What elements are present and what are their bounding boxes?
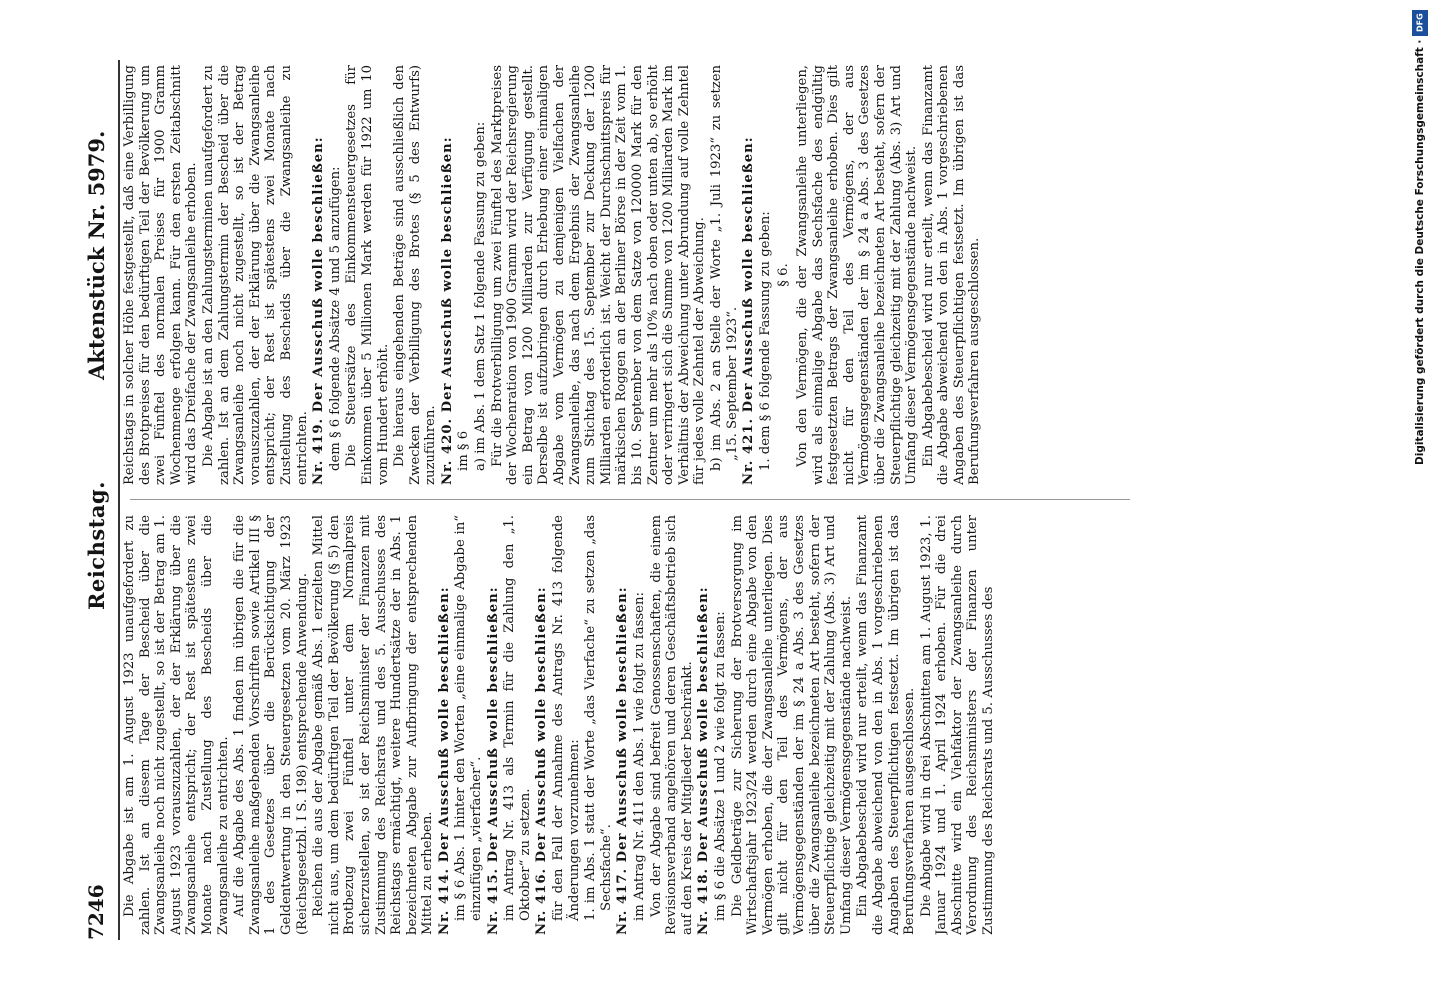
left-text-column — [122, 515, 1332, 935]
paragraph: im § 6 Abs. 1 hinter den Worten „eine einmalige Abgabe in“ einzufügen „vierfacher“. — [453, 515, 485, 921]
paragraph: Von den Vermögen, die der Zwangsanleihe unterliegen, wird als einmalige Abgabe das Sechsfache des endgültig festgesetzten Betrags der Zwangsanleihe erhoben. Dies gilt nicht für den Teil des Vermögens, der aus Vermögensgegenständen der im § 24 a Abs. 3 des Gesetzes über die Zwangsanleihe bezeichneten Art besteht, sofern der Steuerpflichtige gleichzeitig mit der Zahlung (Abs. 3) Art und Umfang dieser Vermögensgegenstände nachweist. — [794, 65, 920, 485]
paragraph: b) im Abs. 2 an Stelle der Worte „1. Juli 1923“ zu setzen „15. September 1923“. — [708, 65, 740, 471]
paragraph: 1. im Abs. 1 statt der Worte „das Vierfache“ zu setzen „das Sechsfache“. — [583, 515, 614, 921]
motion-heading: Nr. 418. Der Ausschuß wolle beschließen: — [696, 586, 712, 935]
paragraph: im § 6 die Absätze 1 und 2 wie folgt zu fassen: — [712, 611, 728, 921]
digitization-credit — [1412, 6, 1428, 994]
page-number: 7246 — [84, 884, 108, 940]
column-separator — [130, 499, 1130, 500]
document-label: Aktenstück Nr. 5979. — [84, 130, 109, 380]
motion-heading: Nr. 416. Der Ausschuß wolle beschließen: — [534, 586, 550, 935]
motion-heading: Nr. 417. Der Ausschuß wolle beschließen: — [615, 586, 631, 935]
paragraph: Die Steuersätze des Einkommensteuergesetzes für Einkommen über 5 Millionen Mark werden für 1922 um 10 vom Hundert erhöht. — [344, 65, 391, 485]
paragraph: Reichstags in solcher Höhe festgestellt, daß eine Verbilligung des Brotpreises für den bedürftigen Teil der Bevölkerung um zwei Fünftel des normalen Preises für 1900 Gramm Wochenmenge erfolgen kann. Für den ersten Zeitabschnitt wird das Dreifache der Zwangsanleihe erhoben. — [122, 65, 200, 485]
paragraph: Die Geldbeträge zur Sicherung der Brotversorgung im Wirtschaftsjahr 1923/24 werden durch eine Abgabe von den Vermögen erhoben, die der Zwangsanleihe unterliegen. Dies gilt nicht für den Teil des Vermögens, der aus Vermögensgegenständen der im § 24 a Abs. 3 des Gesetzes über die Zwangsanleihe bezeichneten Art besteht, sofern der Steuerpflichtige gleichzeitig mit der Zahlung (Abs. 3) Art und Umfang dieser Vermögensgegenstände nachweist. — [729, 515, 854, 935]
paragraph: Die Abgabe ist an den Zahlungsterminen unaufgefordert zu zahlen. Ist an dem Zahlungstermin der Bescheid über die Zwangsanleihe noch nicht zugestellt, so ist der Betrag vorauszuzahlen, der der Erklärung über die Zwangsanleihe entspricht; der Rest ist spätestens zwei Monate nach Zustellung des Bescheids über die Zwangsanleihe zu entrichten. — [200, 65, 310, 485]
paragraph: a) im Abs. 1 dem Satz 1 folgende Fassung zu geben: — [473, 121, 489, 471]
motion-heading: Nr. 415. Der Ausschuß wolle beschließen: — [485, 586, 501, 935]
paragraph: dem § 6 folgende Absätze 4 und 5 anzufügen: — [327, 166, 343, 471]
paragraph: im § 6 — [456, 430, 472, 471]
paragraph: Ein Abgabebescheid wird nur erteilt, wenn das Finanzamt die Abgabe abweichend von den in Abs. 1 vorgeschriebenen Angaben des Steuerpflichtigen festsetzt. Im übrigen ist das Berufungsverfahren ausgeschlossen. — [920, 65, 983, 485]
motion-heading: Nr. 419. Der Ausschuß wolle beschließen: — [311, 136, 327, 485]
paragraph: für den Fall der Annahme des Antrags Nr. 413 folgende Änderungen vorzunehmen: — [551, 515, 582, 921]
paragraph: Die Abgabe wird in drei Abschnitten am 1. August 1923, 1. Januar 1924 und 1. April 1924 erhoben. Für die drei Abschnitte wird ein Viehfaktor der Zwangsanleihe durch Verordnung des Reichsministers der Finanzen unter Zustimmung des Reichsrats und 5. Ausschusses des — [918, 515, 997, 935]
paragraph: § 6. — [776, 263, 792, 287]
paragraph: Auf die Abgabe des Abs. 1 finden im übrigen die für die Zwangsanleihe maßgebenden Vorschriften sowie Artikel III § 1 des Gesetzes über die Berücksichtigung der Geldentwertung in den Steuergesetzen vom 20. März 1923 (Reichsgesetzbl. I S. 198) entsprechende Anwendung. — [232, 515, 310, 935]
motion-heading: Nr. 414. Der Ausschuß wolle beschließen: — [436, 586, 452, 935]
paragraph: Ein Abgabebescheid wird nur erteilt, wenn das Finanzamt die Abgabe abweichend von den in Abs. 1 vorgeschriebenen Angaben des Steuerpflichtigen festsetzt. Im übrigen ist das Berufungsverfahren ausgeschlossen. — [855, 515, 918, 935]
credit-text: Digitalisierung gefördert durch die Deutsche Forschungsgemeinschaft · — [1414, 40, 1426, 466]
paragraph: im Antrag Nr. 413 als Termin für die Zahlung den „1. Oktober“ zu setzen. — [502, 515, 533, 921]
motion-heading: Nr. 420. Der Ausschuß wolle beschließen: — [439, 136, 455, 485]
paragraph: Die Abgabe ist am 1. August 1923 unaufgefordert zu zahlen. Ist an diesem Tage der Bescheid über die Zwangsanleihe noch nicht zugestellt, so ist der Betrag am 1. August 1923 vorauszuzahlen, der der Erklärung über die Zwangsanleihe entspricht; der Rest ist spätestens zwei Monate nach Zustellung des Bescheids über die Zwangsanleihe zu entrichten. — [122, 515, 231, 935]
right-text-column — [122, 65, 1332, 485]
paragraph: Die hieraus eingehenden Beträge sind ausschließlich den Zwecken der Verbilligung des Brotes (§ 5 des Entwurfs) zuzuführen. — [392, 65, 439, 485]
paragraph: im Antrag Nr. 411 den Abs. 1 wie folgt zu fassen: — [632, 592, 647, 921]
paragraph: 1. dem § 6 folgende Fassung zu geben: — [757, 211, 773, 471]
publication-title: Reichstag. — [84, 481, 109, 610]
header-rule — [118, 60, 120, 940]
paragraph: Reichen die aus der Abgabe gemäß Abs. 1 erzielten Mittel nicht aus, um dem bedürftigen Teil der Bevölkerung (§ 5) den Brotbezug zwei Fünftel unter dem Normalpreis sicherzustellen, so ist der Reichsminister der Finanzen mit Zustimmung des Reichsrats und des 5. Ausschusses des Reichstags ermächtigt, weitere Hundertsätze der in Abs. 1 bezeichneten Abgabe zur Aufbringung der entsprechenden Mittel zu erheben. — [311, 515, 436, 935]
motion-heading: Nr. 421. Der Ausschuß wolle beschließen: — [741, 136, 757, 485]
paragraph: Von der Abgabe sind befreit Genossenschaften, die einem Revisionsverband angehören und deren Geschäftsbetrieb sich auf den Kreis der Mitglieder beschränkt. — [648, 515, 695, 935]
dfg-logo: DFG — [1412, 10, 1428, 36]
page-header — [84, 60, 114, 940]
paragraph: Für die Brotverbilligung um zwei Fünftel des Marktpreises der Wochenration von 1900 Gramm wird der Reichsregierung ein Betrag von 1200 Milliarden zur Verfügung gestellt. Derselbe ist aufzubringen durch Erhebung einer einmaligen Abgabe vom Vermögen zu demjenigen Vielfachen der Zwangsanleihe, das nach dem Ergebnis der Zwangsanleihe zum Stichtag des 15. September zur Deckung der 1200 Milliarden erforderlich ist. Weicht der Durchschnittspreis für märkischen Roggen an der Berliner Börse in der Zeit vom 1. bis 10. September von dem Satze von 120000 Mark für den Zentner um mehr als 10% nach oben oder unten ab, so erhöht oder verringert sich die Summe von 1200 Milliarden Mark im Verhältnis der Abweichung unter Abrundung auf volle Zehntel für jedes volle Zehntel der Abweichung. — [489, 65, 708, 485]
